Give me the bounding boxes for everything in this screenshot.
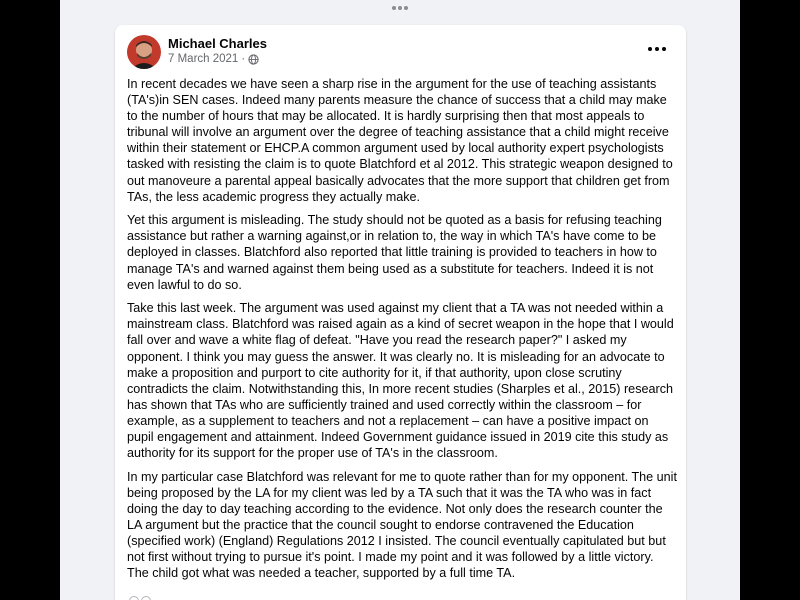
post-paragraph: Take this last week. The argument was used against my client that a TA was not needed within a mainstream class. Blatchford was raised again as a kind of secret weapon in the hope that I would fall over and wave a white flag of defeat. "Have you read the research paper?" I asked my opponent. I think you may guess the answer. It was clearly no. It is misleading for an advocate to make a proposition and purport to cite authority for it, if that authority, upon close scrutiny contradicts the claim. Notwithstanding this, In more recent studies (Sharples et al., 2015) research has shown that TAs who are sufficiently trained and used correctly within the classroom – for example, as a supplement to teachers and not a replacement – can have a positive impact on pupil engagement and attainment. Indeed Government guidance issued in 2019 cite this study as authority for its support for the proper use of TA's in the classroom. [127,301,674,461]
post-card [115,25,686,600]
post-paragraph: Yet this argument is misleading. The study should not be quoted as a basis for refusing teaching assistance but rather a warning against,or in relation to, the way in which TA's have come to be deployed in classes. Blatchford also reported that little training is provided to teachers in how to manage TA's and warned against them being used as a substitute for teachers. Indeed it is not even lawful to do so. [127,213,662,292]
more-options-icon[interactable] [648,43,666,55]
drag-handle[interactable] [392,6,408,10]
avatar[interactable] [127,35,161,69]
reaction-icons[interactable] [129,596,151,600]
post-paragraph: In recent decades we have seen a sharp rise in the argument for the use of teaching assistants (TA's)in SEN cases. Indeed many parents measure the chance of success that a child may make to the number of hours that may be allocated. It is hardly surprising then that most appeals to tribunal will involve an argument over the degree of teaching assistance that a child might receive within their statement or EHCP.A common argument used by local authority expert psychologists tasked with resisting the claim is to quote Blatchford et al 2012. This strategic weapon designed to out manoveure a parental appeal basically advocates that the more support that children get from TAs, the less academic progress they actually make. [127,77,673,204]
post-meta [168,53,259,65]
post-date[interactable]: 7 March 2021 [168,53,239,65]
globe-icon[interactable] [248,54,259,65]
avatar-image [127,35,161,69]
post-paragraph: In my particular case Blatchford was relevant for me to quote rather than for my opponent. The unit being proposed by the LA for my client was led by a TA such that it was the TA who was in fact doing the day to day teaching according to the evidence. Not only does the research counter the LA argument but the practice that the council sought to endorse contravened the Education (specified work) (England) Regulations 2012 I insisted. The council eventually capitulated but but not first without trying to pursue it's point. I made my point and it was followed by a little victory. The child got what was needed a teacher, supported by a full time TA. [127,469,677,581]
post-body [127,76,677,589]
author-name[interactable]: Michael Charles [168,36,267,51]
meta-separator: · [241,53,246,65]
